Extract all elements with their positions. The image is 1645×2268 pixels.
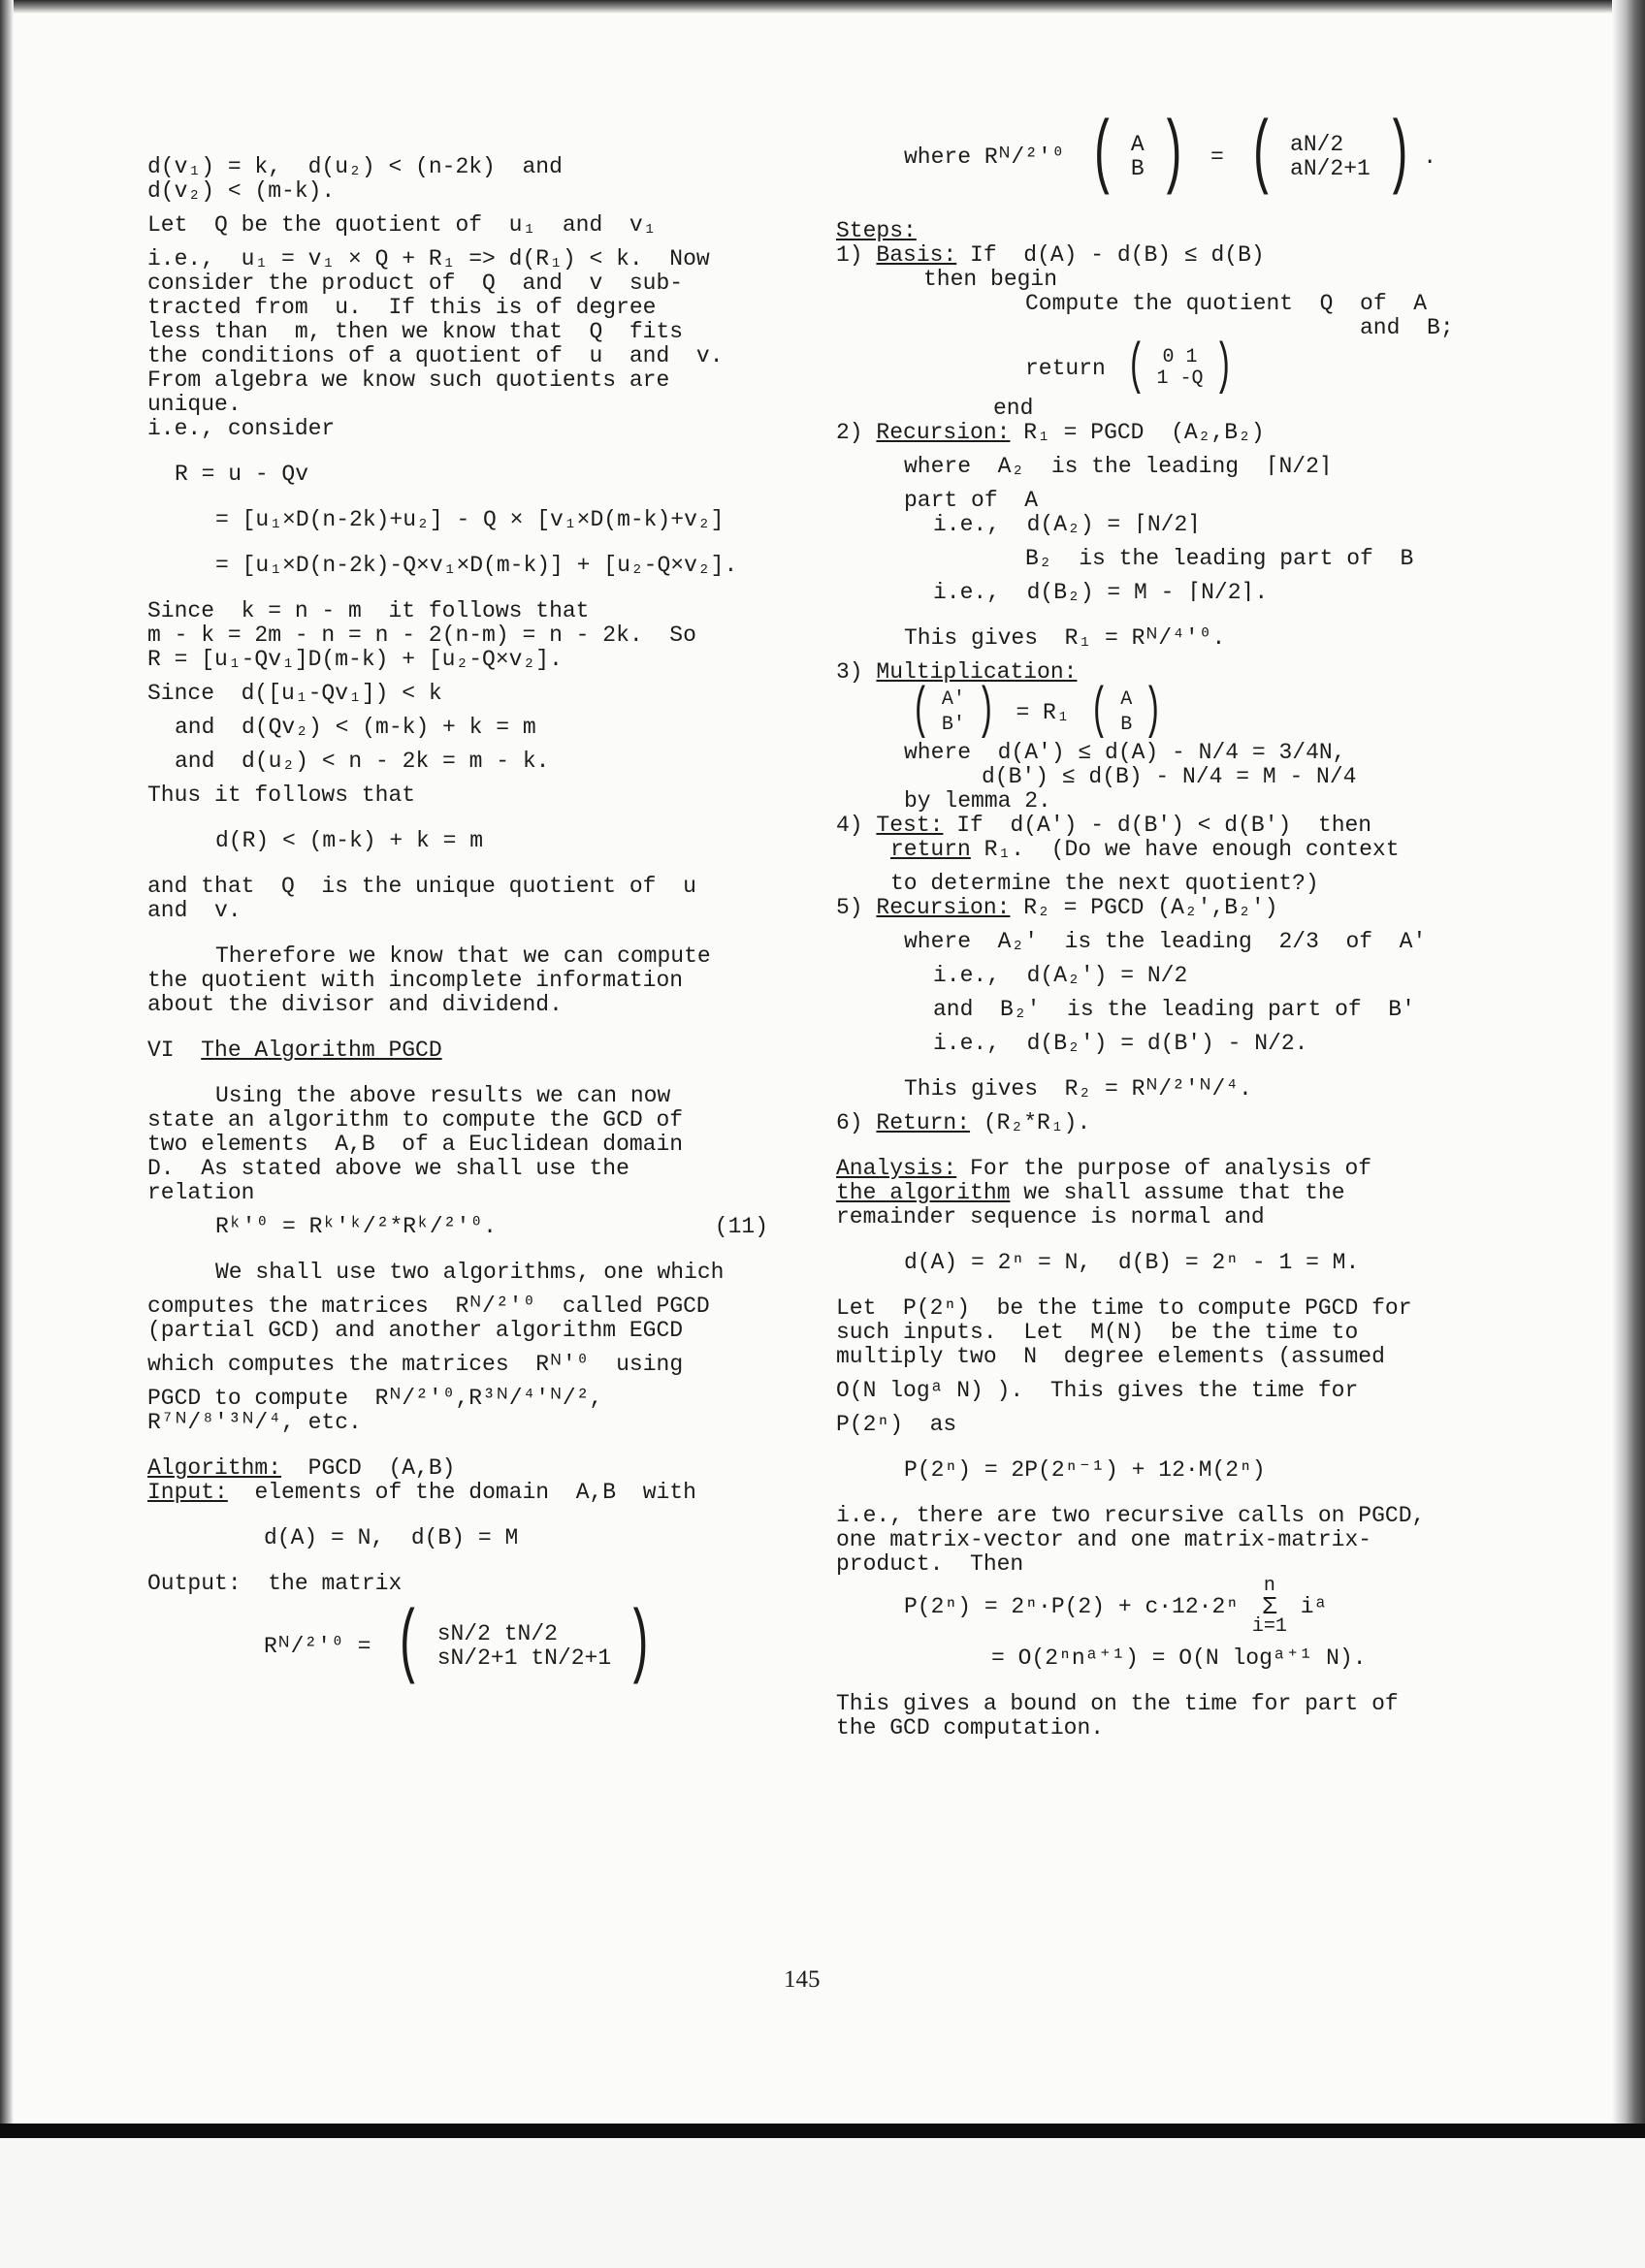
text-line: the conditions of a quotient of u and v. xyxy=(147,343,724,368)
section-number: VI xyxy=(147,1038,175,1063)
text-line: Let Q be the quotient of u₁ and v₁ xyxy=(147,212,657,238)
step-4: 4) Test: If d(A') - d(B') < d(B') then xyxy=(836,813,1372,838)
a-vector: ( aN/2 aN/2+1 ) xyxy=(1247,111,1412,203)
vector-cell: A xyxy=(1130,132,1145,157)
text-line: O(N logᵃ N) ). This gives the time for xyxy=(836,1378,1359,1403)
section-heading xyxy=(147,1038,768,1063)
scan-edge-right xyxy=(1612,0,1645,2124)
text-line: R = [u₁-Qv₁]D(m-k) + [u₂-Q×v₂]. xyxy=(147,647,563,672)
step-label: Test: xyxy=(876,813,944,838)
period: . xyxy=(1423,144,1437,171)
text-line: P(2ⁿ) as xyxy=(836,1412,957,1437)
vector-cell: aN/2+1 xyxy=(1290,156,1371,181)
text-line: relation xyxy=(147,1180,255,1205)
text-line: i.e., d(A₂') = N/2 xyxy=(933,963,1188,988)
text-line: the algorithm we shall assume that the xyxy=(836,1180,1345,1205)
step-label: Recursion: xyxy=(876,895,1011,920)
output-matrix: ( sN/2 tN/2 sN/2+1 tN/2+1 ) xyxy=(395,1600,654,1692)
matrix-row: 0 1 xyxy=(1162,346,1198,368)
text-line: Compute the quotient Q of A xyxy=(1025,291,1428,316)
text-line: m - k = 2m - n = n - 2(n-m) = n - 2k. So xyxy=(147,623,696,648)
page-number: 145 xyxy=(784,1966,821,1993)
steps-heading: Steps: xyxy=(836,218,917,243)
output-text: the matrix xyxy=(268,1571,403,1596)
text-line: Thus it follows that xyxy=(147,783,416,808)
vector-cell: aN/2 xyxy=(1290,132,1344,157)
text-line: B₂ is the leading part of B xyxy=(1025,546,1414,571)
algorithm-name: PGCD (A,B) xyxy=(307,1455,456,1481)
section-title: The Algorithm PGCD xyxy=(201,1038,442,1063)
text-line: by lemma 2. xyxy=(904,788,1051,814)
matrix-cell: sN/2 xyxy=(436,1621,491,1646)
output-line xyxy=(147,1572,768,1596)
step-3: 3) Multiplication: xyxy=(836,659,1078,685)
output-label: Output: xyxy=(147,1571,242,1596)
text-line: state an algorithm to compute the GCD of xyxy=(147,1107,684,1133)
equation: Rᵏ'⁰ = Rᵏ'ᵏ/²*Rᵏ/²'⁰. xyxy=(215,1214,497,1239)
text-line: multiply two N degree elements (assumed xyxy=(836,1344,1385,1369)
equation: = [u₁×D(n-2k)-Q×v₁×D(m-k)] + [u₂-Q×v₂]. xyxy=(215,553,738,578)
text-line: product. Then xyxy=(836,1551,1024,1577)
vector-cell: B xyxy=(1120,714,1133,736)
text-line: computes the matrices Rᴺ/²'⁰ called PGCD xyxy=(147,1294,710,1319)
vector-cell: B xyxy=(1130,156,1145,181)
text-line: then begin xyxy=(923,267,1058,292)
multiplication-equation xyxy=(836,681,1457,744)
vector-cell: A xyxy=(1120,688,1133,711)
output-matrix-equation xyxy=(147,1600,768,1692)
sum-equation xyxy=(836,1577,1457,1637)
text-line: d(v₁) = k, d(u₂) < (n-2k) and xyxy=(147,154,563,179)
text-line: two elements A,B of a Euclidean domain xyxy=(147,1132,684,1157)
equation: iᵃ xyxy=(1300,1594,1328,1620)
text-line: unique. xyxy=(147,392,242,417)
equation: d(A) = 2ⁿ = N, d(B) = 2ⁿ - 1 = M. xyxy=(904,1250,1360,1275)
where-equation xyxy=(836,111,1457,203)
text-line: and B; xyxy=(1360,315,1454,340)
return-matrix xyxy=(836,336,1457,399)
text-line: about the divisor and dividend. xyxy=(147,992,563,1017)
text-line: the GCD computation. xyxy=(836,1715,1105,1741)
text-line: where A₂' is the leading 2/3 of A' xyxy=(904,929,1427,954)
text-line: i.e., u₁ = v₁ × Q + R₁ => d(R₁) < k. Now xyxy=(147,246,710,272)
algorithm-label: Algorithm: xyxy=(147,1455,282,1481)
step-1: 1) Basis: If d(A) - d(B) ≤ d(B) xyxy=(836,242,1265,268)
text-line: d(B') ≤ d(B) - N/4 = M - N/4 xyxy=(982,764,1357,789)
scan-edge-left xyxy=(0,0,14,2124)
text-line: to determine the next quotient?) xyxy=(890,871,1319,896)
vector-cell: B' xyxy=(941,714,965,736)
text-line: This gives R₁ = Rᴺ/⁴'⁰. xyxy=(904,625,1226,651)
scan-edge-top xyxy=(0,0,1645,14)
summation: n Σ i=1 xyxy=(1251,1575,1287,1638)
matrix-row: 1 -Q xyxy=(1156,367,1204,390)
text-line: d(v₂) < (m-k). xyxy=(147,178,336,204)
text-line: i.e., d(B₂') = d(B') - N/2. xyxy=(933,1031,1308,1056)
text-line: D. As stated above we shall use the xyxy=(147,1156,629,1181)
text-line: This gives a bound on the time for part of xyxy=(836,1691,1399,1716)
vector: ( A B ) xyxy=(1090,681,1163,744)
matrix-cell: sN/2+1 xyxy=(436,1645,518,1671)
matrix-cell: tN/2+1 xyxy=(531,1645,612,1671)
text-line: the quotient with incomplete information xyxy=(147,968,684,993)
equation-11 xyxy=(147,1215,768,1239)
text-line: R⁷ᴺ/⁸'³ᴺ/⁴, etc. xyxy=(147,1410,362,1435)
step-2: 2) Recursion: R₁ = PGCD (A₂,B₂) xyxy=(836,420,1265,445)
text-line: such inputs. Let M(N) be the time to xyxy=(836,1320,1359,1345)
matrix: ( 0 1 1 -Q ) xyxy=(1126,336,1234,399)
equation: R = u - Qv xyxy=(175,462,309,487)
input-label: Input: xyxy=(147,1480,228,1505)
vector: ( A' B' ) xyxy=(911,681,995,744)
text-line: and d(u₂) < n - 2k = m - k. xyxy=(175,749,550,774)
text-line: one matrix-vector and one matrix-matrix- xyxy=(836,1527,1372,1552)
matrix-lhs: Rᴺ/²'⁰ xyxy=(984,144,1065,171)
text-line: i.e., consider xyxy=(147,416,336,441)
vector-cell: A' xyxy=(941,688,965,711)
equation: P(2ⁿ) = 2ⁿ·P(2) + c·12·2ⁿ xyxy=(904,1594,1240,1620)
step-5: 5) Recursion: R₂ = PGCD (A₂',B₂') xyxy=(836,895,1278,920)
left-column xyxy=(147,154,768,1692)
text-line: (partial GCD) and another algorithm EGCD xyxy=(147,1318,684,1343)
equation: = O(2ⁿnᵃ⁺¹) = O(N logᵃ⁺¹ N). xyxy=(991,1645,1367,1671)
text-line: Using the above results we can now xyxy=(215,1083,671,1108)
text-line: where A₂ is the leading ⌈N/2⌉ xyxy=(904,454,1333,479)
matrix-lhs: Rᴺ/²'⁰ = xyxy=(264,1634,371,1660)
equation: d(R) < (m-k) + k = m xyxy=(215,828,484,853)
scan-bottom-margin xyxy=(0,2138,1645,2268)
step-label: Return: xyxy=(876,1110,971,1135)
input-text: elements of the domain A,B with xyxy=(254,1480,696,1505)
text-line: and B₂' is the leading part of B' xyxy=(933,997,1415,1022)
text-line: which computes the matrices Rᴺ'⁰ using xyxy=(147,1352,684,1377)
scan-bottom-band xyxy=(0,2124,1645,2138)
text-line: i.e., there are two recursive calls on PGCD, xyxy=(836,1503,1426,1528)
text-line: end xyxy=(993,396,1034,421)
text-line: Therefore we know that we can compute xyxy=(215,943,711,969)
text: return xyxy=(1025,356,1106,382)
equation: P(2ⁿ) = 2P(2ⁿ⁻¹) + 12·M(2ⁿ) xyxy=(904,1457,1266,1483)
text: = R₁ xyxy=(1016,700,1070,726)
text-line: i.e., d(A₂) = ⌈N/2⌉ xyxy=(933,512,1202,537)
text: where xyxy=(904,144,972,171)
step-6: 6) Return: (R₂*R₁). xyxy=(836,1110,1091,1135)
text-line: where d(A') ≤ d(A) - N/4 = 3/4N, xyxy=(904,740,1346,765)
analysis-label: Analysis: xyxy=(836,1156,957,1181)
text-line: tracted from u. If this is of degree xyxy=(147,295,657,320)
ab-vector: ( A B ) xyxy=(1088,111,1186,203)
text-line: We shall use two algorithms, one which xyxy=(215,1260,725,1285)
text-line: and d(Qv₂) < (m-k) + k = m xyxy=(175,715,536,740)
step-label: Basis: xyxy=(876,242,957,268)
matrix-cell: tN/2 xyxy=(503,1621,558,1646)
text-line: consider the product of Q and v sub- xyxy=(147,271,684,296)
text-line: less than m, then we know that Q fits xyxy=(147,319,684,344)
text-line: Let P(2ⁿ) be the time to compute PGCD for xyxy=(836,1295,1412,1321)
text-line: From algebra we know such quotients are xyxy=(147,367,670,393)
text-line: return R₁. (Do we have enough context xyxy=(890,837,1400,862)
equation: = [u₁×D(n-2k)+u₂] - Q × [v₁×D(m-k)+v₂] xyxy=(215,507,725,532)
equation: d(A) = N, d(B) = M xyxy=(264,1525,519,1550)
equals: = xyxy=(1210,144,1224,171)
text-line: remainder sequence is normal and xyxy=(836,1204,1265,1230)
text-line: Since d([u₁-Qv₁]) < k xyxy=(147,681,442,706)
text-line: This gives R₂ = Rᴺ/²'ᴺ/⁴. xyxy=(904,1076,1252,1102)
step-label: Recursion: xyxy=(876,420,1011,445)
algorithm-header xyxy=(147,1456,768,1481)
text-line: i.e., d(B₂) = M - ⌈N/2⌉. xyxy=(933,580,1269,605)
text-line: and v. xyxy=(147,898,242,923)
text-line: Since k = n - m it follows that xyxy=(147,598,590,623)
step-label: Multiplication: xyxy=(876,659,1078,685)
text-line: PGCD to compute Rᴺ/²'⁰,R³ᴺ/⁴'ᴺ/², xyxy=(147,1386,603,1411)
text-line: part of A xyxy=(904,488,1039,513)
right-column xyxy=(836,111,1457,1741)
equation-number: (11) xyxy=(714,1214,768,1239)
analysis-line: Analysis: For the purpose of analysis of xyxy=(836,1156,1372,1181)
input-line xyxy=(147,1481,768,1505)
text-line: and that Q is the unique quotient of u xyxy=(147,874,696,899)
